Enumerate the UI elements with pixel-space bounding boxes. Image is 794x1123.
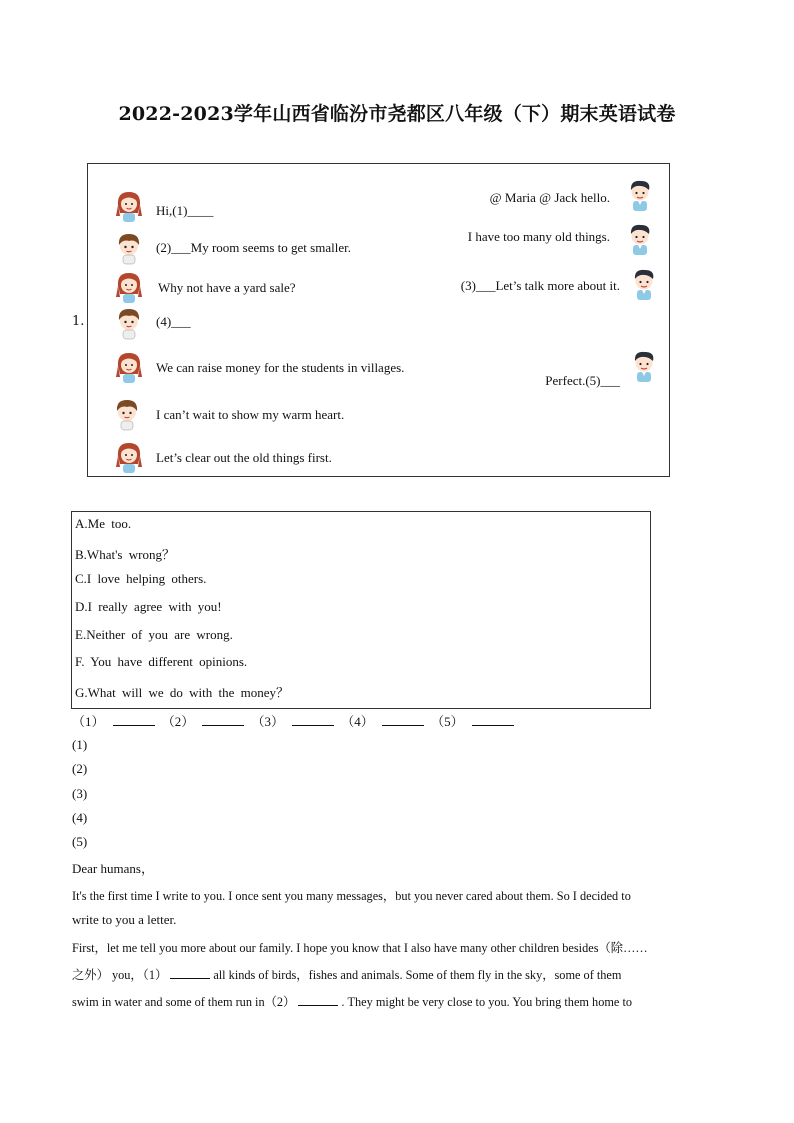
dialog-line-jack-2: (2)___My room seems to get smaller. (156, 240, 351, 255)
man-avatar-icon (625, 178, 655, 212)
dialog-line-teacher-1: @ Maria @ Jack hello. (489, 190, 610, 205)
passage-text: 之外） you，（1） (72, 968, 168, 982)
option-g: G.What will we do with the money？ (75, 685, 290, 700)
man-avatar-icon (629, 349, 659, 383)
number-item-4: (4) (72, 810, 88, 825)
boy-avatar-icon (112, 397, 142, 431)
answer-label-3: （3） (251, 714, 285, 729)
passage-line: It's the first time I write to you. I once sent you many messages，but you never cared about them. So I decided to (72, 889, 631, 903)
passage-text: . They might be very close to you. You bring them home to (341, 995, 633, 1009)
answer-label-5: （5） (431, 714, 464, 729)
passage-line (72, 992, 632, 1010)
boy-avatar-icon (114, 231, 144, 265)
girl-avatar-icon (114, 189, 144, 223)
answer-blank-1[interactable] (113, 713, 155, 726)
option-b: B.What's wrong？ (75, 547, 175, 562)
letter-greeting: Dear humans， (72, 861, 154, 876)
question-number: 1. (72, 314, 85, 329)
dialog-line-maria-5: We can raise money for the students in villages. (156, 360, 405, 375)
page-title: 2022-2023学年山西省临汾市尧都区八年级（下）期末英语试卷 (118, 103, 676, 125)
boy-avatar-icon (114, 306, 144, 340)
option-c: C.I love helping others. (75, 571, 207, 586)
number-item-1: (1) (72, 737, 88, 752)
passage-blank-1[interactable] (170, 966, 210, 979)
answer-label-4: （4） (341, 714, 374, 729)
passage-line: First，let me tell you more about our family. I hope you know that I also have many other children besides（除…… (72, 941, 648, 955)
dialog-line-teacher-3: (3)___Let’s talk more about it. (460, 278, 620, 293)
girl-avatar-icon (114, 440, 144, 474)
dialog-line-teacher-4: Perfect.(5)___ (545, 373, 620, 388)
girl-avatar-icon (114, 270, 144, 304)
dialog-line-jack-6: I can’t wait to show my warm heart. (156, 407, 345, 422)
number-item-2: (2) (72, 761, 88, 776)
dialog-line-jack-4: (4)___ (156, 314, 191, 329)
answer-blank-5[interactable] (472, 713, 514, 726)
dialog-line-teacher-2: I have too many old things. (467, 229, 610, 244)
option-f: F. You have different opinions. (75, 654, 248, 669)
number-item-5: (5) (72, 834, 88, 849)
passage-text: all kinds of birds，fishes and animals. Some of them fly in the sky，some of them (213, 968, 622, 982)
man-avatar-icon (629, 267, 659, 301)
options-box (71, 511, 651, 709)
girl-avatar-icon (114, 350, 144, 384)
answer-blank-4[interactable] (382, 713, 424, 726)
answer-label-1: （1） (72, 714, 105, 729)
option-d: D.I really agree with you! (75, 599, 222, 614)
option-e: E.Neither of you are wrong. (75, 627, 233, 642)
answer-blank-2[interactable] (202, 713, 244, 726)
man-avatar-icon (625, 222, 655, 256)
answer-row (72, 711, 518, 730)
passage-line: write to you a letter. (72, 912, 177, 927)
answer-blank-3[interactable] (292, 713, 334, 726)
number-item-3: (3) (72, 786, 88, 801)
passage-line (72, 965, 621, 983)
dialog-line-maria-7: Let’s clear out the old things first. (156, 450, 332, 465)
dialog-line-maria-3: Why not have a yard sale? (158, 280, 296, 295)
option-a: A.Me too. (75, 516, 132, 531)
dialog-line-maria-1: Hi,(1)____ (156, 203, 214, 218)
passage-text: swim in water and some of them run in（2） (72, 995, 296, 1009)
answer-label-2: （2） (161, 714, 195, 729)
passage-blank-2[interactable] (298, 993, 338, 1006)
